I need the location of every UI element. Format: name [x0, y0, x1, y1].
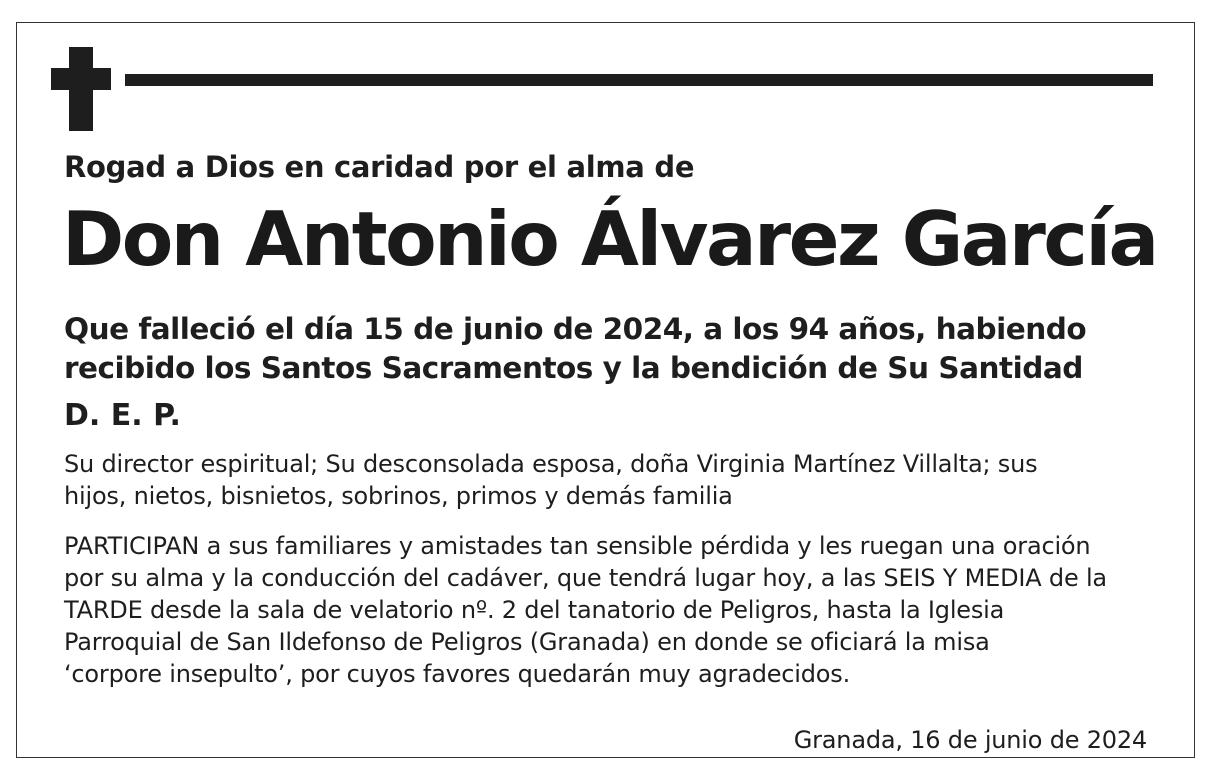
- family-line: Su director espiritual; Su desconsolada esposa, doña Virginia Martínez Villalta; sus: [64, 450, 1038, 478]
- intro-line: Rogad a Dios en caridad por el alma de: [64, 150, 695, 184]
- family-line: hijos, nietos, bisnietos, sobrinos, primos y demás familia: [64, 482, 733, 510]
- deceased-name: Don Antonio Álvarez García: [62, 195, 1157, 283]
- death-details-line: Que falleció el día 15 de junio de 2024, a los 94 años, habiendo: [64, 312, 1087, 346]
- participan-line: por su alma y la conducción del cadáver, que tendrá lugar hoy, a las SEIS Y MEDIA de la: [64, 564, 1107, 592]
- family-paragraph: [64, 448, 1179, 512]
- death-details: [64, 310, 1164, 388]
- dateline: Granada, 16 de junio de 2024: [793, 726, 1147, 754]
- participan-paragraph: [64, 530, 1179, 690]
- cross-icon: [51, 47, 111, 131]
- death-details-line: recibido los Santos Sacramentos y la bendición de Su Santidad: [64, 351, 1083, 385]
- participan-line: PARTICIPAN a sus familiares y amistades tan sensible pérdida y les ruegan una oración: [64, 532, 1091, 560]
- participan-line: TARDE desde la sala de velatorio nº. 2 del tanatorio de Peligros, hasta la Iglesia: [64, 596, 1005, 624]
- header-rule: [125, 74, 1153, 86]
- rest-in-peace: D. E. P.: [64, 398, 181, 433]
- participan-line: Parroquial de San Ildefonso de Peligros (Granada) en donde se oficiará la misa: [64, 628, 990, 656]
- participan-line: ‘corpore insepulto’, por cuyos favores quedarán muy agradecidos.: [64, 660, 851, 688]
